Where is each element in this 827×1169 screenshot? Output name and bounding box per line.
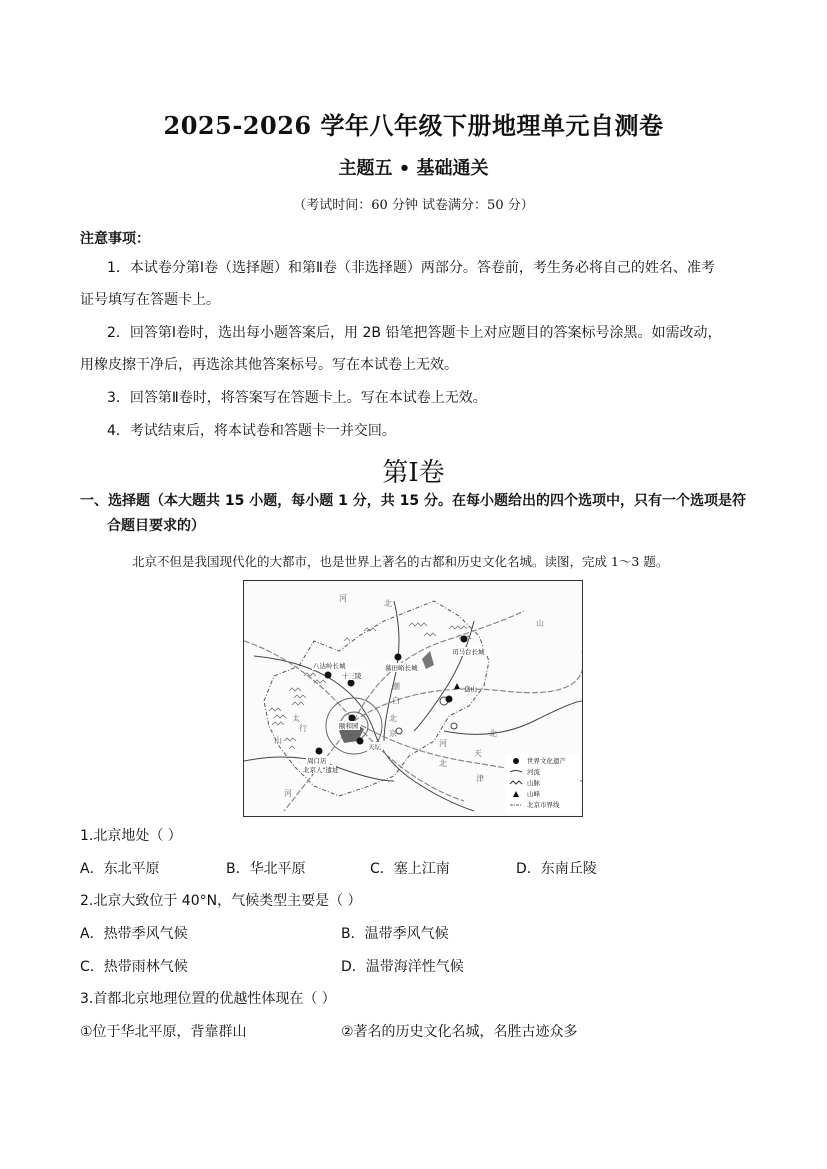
question-intro: 北京不但是我国现代化的大都市，也是世界上著名的古都和历史文化名城。读图，完成 1～3 题。 bbox=[132, 554, 669, 569]
site-peking-man: 北京人"遗址 bbox=[303, 766, 339, 774]
part-heading-cont: 合题目要求的） bbox=[107, 518, 205, 534]
beijing-map bbox=[243, 580, 583, 817]
question-3-stem: 3.首都北京地理位置的优越性体现在（ ） bbox=[80, 991, 336, 1007]
svg-text:河: 河 bbox=[339, 594, 347, 603]
site-simatai: 司马台长城 bbox=[452, 648, 485, 656]
svg-text:山峰: 山峰 bbox=[527, 790, 540, 798]
legend-heritage-icon bbox=[513, 758, 519, 764]
svg-text:白: 白 bbox=[392, 696, 400, 705]
peak-icon bbox=[454, 683, 460, 689]
svg-text:北京市界线: 北京市界线 bbox=[527, 801, 560, 809]
notice-heading: 注意事项： bbox=[80, 231, 150, 247]
paper-title: 2025-2026 学年八年级下册地理单元自测卷 bbox=[163, 111, 664, 140]
notice-item-2: 2．回答第Ⅰ卷时，选出每小题答案后，用 2B 铅笔把答题卡上对应题目的答案标号涂黑。如需改动， bbox=[107, 325, 722, 341]
svg-text:京: 京 bbox=[389, 729, 397, 738]
site-summer-palace: 颐和园 bbox=[339, 722, 359, 730]
question-1-option-b: B．华北平原 bbox=[226, 861, 306, 877]
map-legend bbox=[506, 754, 580, 814]
site-ming-tombs: 十三陵 bbox=[342, 672, 362, 680]
svg-text:北: 北 bbox=[439, 759, 447, 768]
notice-item-1-cont: 证号填写在答题卡上。 bbox=[80, 292, 220, 308]
question-1-option-a: A．东北平原 bbox=[80, 861, 160, 877]
question-1-option-d: D．东南丘陵 bbox=[516, 861, 597, 877]
notice-item-2-cont: 用橡皮擦干净后，再选涂其他答案标号。写在本试卷上无效。 bbox=[80, 357, 458, 373]
svg-text:津: 津 bbox=[476, 774, 484, 783]
question-3-statement-2: ②著名的历史文化名城，名胜古迹众多 bbox=[341, 1024, 578, 1040]
svg-text:北: 北 bbox=[489, 729, 497, 738]
beijing-map-svg bbox=[244, 581, 582, 816]
question-1-stem: 1.北京地处（ ） bbox=[80, 828, 182, 844]
question-3-statement-1: ①位于华北平原，背靠群山 bbox=[80, 1024, 247, 1040]
site-zhoukoudian: 周口店 bbox=[307, 757, 327, 765]
beijing-boundary bbox=[264, 601, 489, 796]
svg-text:天: 天 bbox=[474, 749, 482, 758]
notice-item-3: 3．回答第Ⅱ卷时，将答案写在答题卡上。写在本试卷上无效。 bbox=[107, 390, 487, 406]
question-2-option-a: A．热带季风气候 bbox=[80, 926, 188, 942]
svg-text:山: 山 bbox=[274, 736, 282, 745]
svg-text:河流: 河流 bbox=[527, 768, 540, 776]
exam-info: （考试时间：60 分钟 试卷满分：50 分） bbox=[293, 198, 534, 213]
svg-text:潮: 潮 bbox=[392, 682, 400, 691]
part-heading: 一、选择题（本大题共 15 小题，每小题 1 分，共 15 分。在每小题给出的四个选项中，只有一个选项是符 bbox=[80, 493, 746, 509]
question-2-option-c: C．热带雨林气候 bbox=[80, 959, 188, 975]
svg-text:北: 北 bbox=[389, 714, 397, 723]
notice-item-1: 1．本试卷分第Ⅰ卷（选择题）和第Ⅱ卷（非选择题）两部分。答卷前，考生务必将自己的姓名、准考 bbox=[107, 260, 715, 276]
site-badaling: 八达岭长城 bbox=[313, 662, 346, 670]
site-mutianyu: 慕田峪长城 bbox=[385, 664, 418, 672]
question-2-option-b: B．温带季风气候 bbox=[341, 926, 449, 942]
svg-text:河: 河 bbox=[439, 739, 447, 748]
notice-item-4: 4．考试结束后，将本试卷和答题卡一并交回。 bbox=[107, 423, 396, 439]
svg-text:行: 行 bbox=[299, 724, 307, 733]
svg-text:世界文化遗产: 世界文化遗产 bbox=[527, 757, 566, 765]
site-panshan: 盘山 bbox=[464, 685, 477, 693]
section-title: 第Ⅰ卷 bbox=[382, 458, 445, 488]
site-temple-of-heaven: 天坛 bbox=[368, 743, 381, 751]
svg-text:河: 河 bbox=[284, 789, 292, 798]
question-1-option-c: C．塞上江南 bbox=[370, 861, 450, 877]
svg-text:北: 北 bbox=[384, 599, 392, 608]
svg-text:太: 太 bbox=[292, 714, 300, 723]
reservoir bbox=[422, 651, 434, 669]
question-2-option-d: D．温带海洋性气候 bbox=[341, 959, 464, 975]
paper-subtitle: 主题五 • 基础通关 bbox=[338, 158, 489, 179]
question-2-stem: 2.北京大致位于 40°N，气候类型主要是（ ） bbox=[80, 893, 362, 909]
svg-text:山脉: 山脉 bbox=[527, 779, 540, 787]
svg-text:山: 山 bbox=[536, 619, 544, 628]
